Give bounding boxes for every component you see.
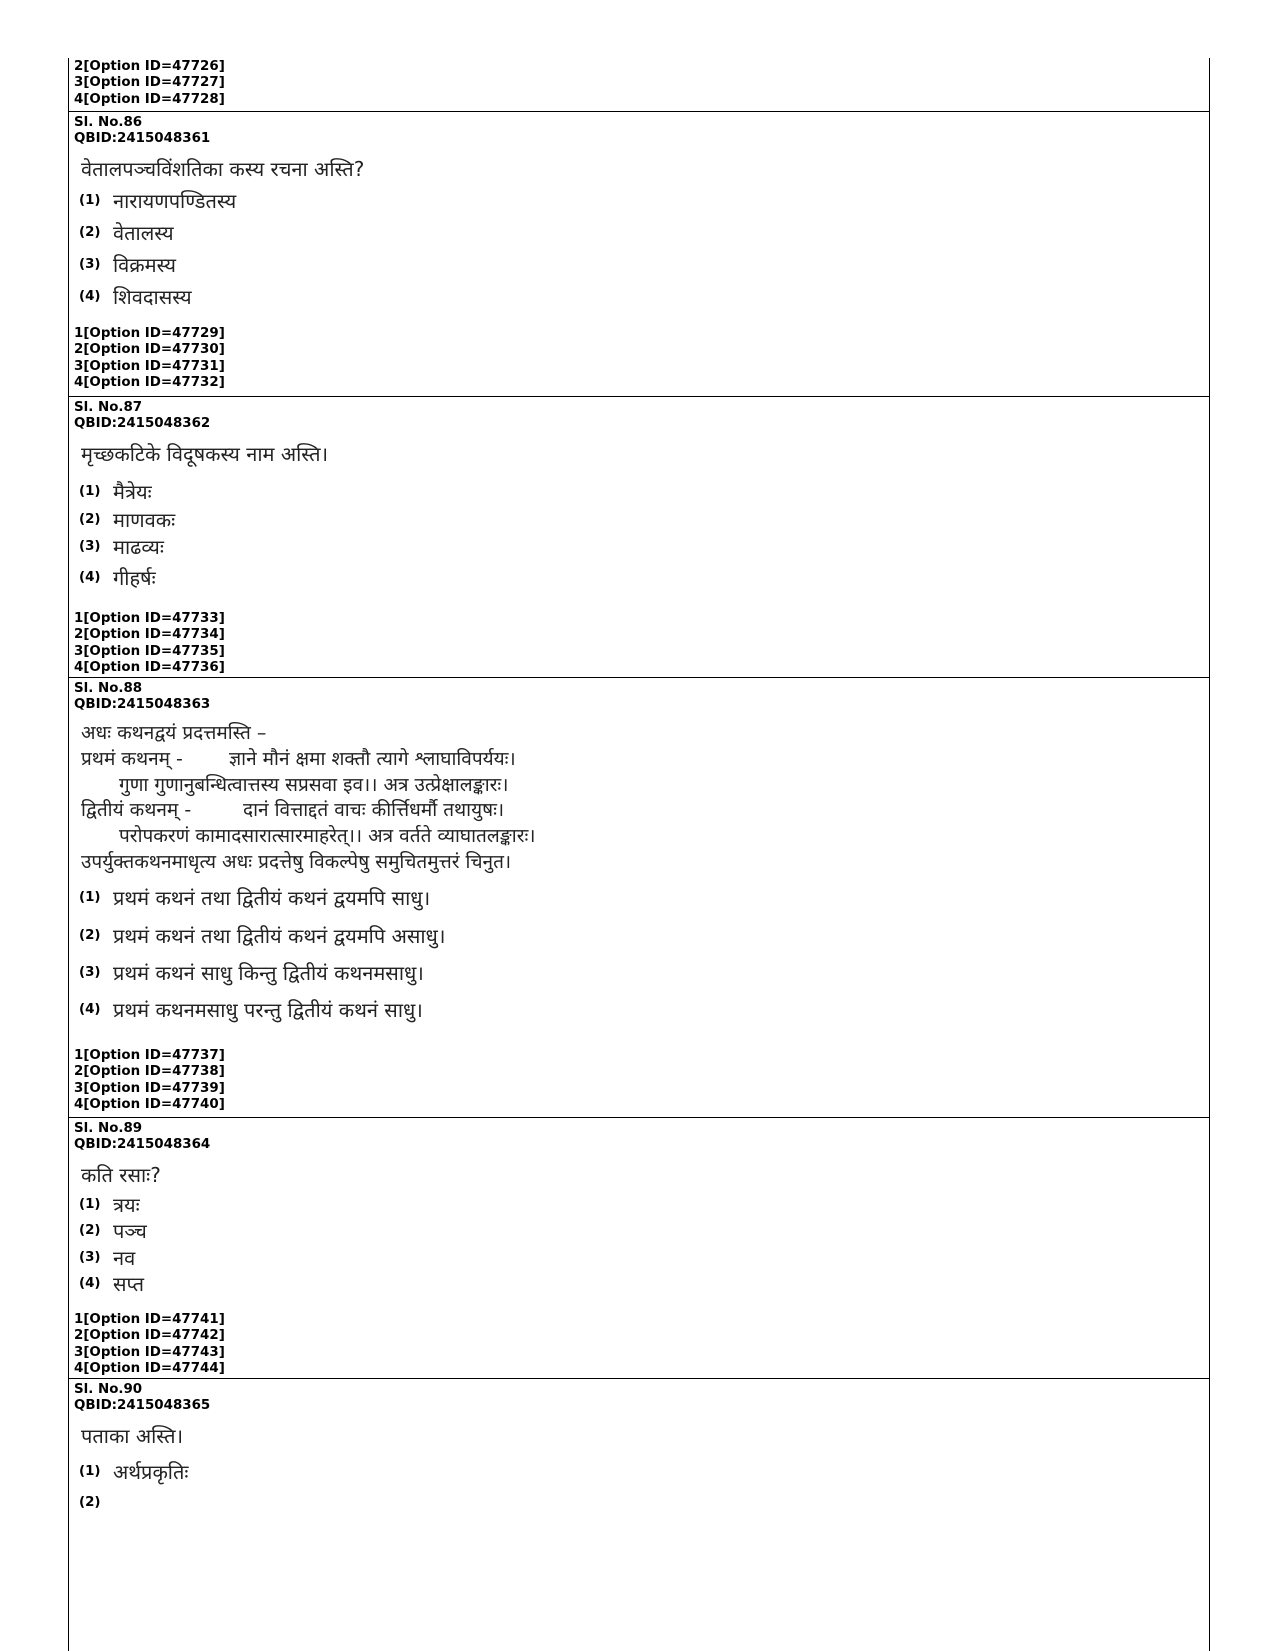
option-id-list	[69, 611, 225, 677]
option-1	[79, 1191, 140, 1218]
option-id: 2[Option ID=47742]	[74, 1328, 225, 1344]
option-4	[79, 1270, 144, 1297]
question-text: कति रसाः?	[81, 1163, 161, 1187]
qbid: QBID:2415048364	[74, 1137, 211, 1153]
statement-1-label: प्रथमं कथनम् -	[81, 748, 183, 770]
option-number: (1)	[79, 1464, 101, 1479]
option-id: 2[Option ID=47738]	[74, 1064, 225, 1080]
serial-number: Sl. No.86	[74, 115, 143, 130]
option-id-list	[69, 1312, 225, 1378]
qbid: QBID:2415048361	[74, 131, 211, 147]
option-id: 4[Option ID=47744]	[74, 1361, 225, 1377]
option-text: सप्त	[113, 1272, 145, 1296]
divider	[69, 111, 1209, 112]
question-text: पताका अस्ति।	[81, 1424, 184, 1448]
serial-number: Sl. No.87	[74, 400, 143, 415]
statement-2-line-2: परोपकरणं कामादसारात्सारमाहरेत्।। अत्र वर्तते व्याघातलङ्कारः।	[119, 825, 536, 847]
option-number: (3)	[79, 1250, 101, 1265]
option-1	[79, 1458, 188, 1485]
option-id: 4[Option ID=47736]	[74, 660, 225, 676]
option-text: प्रथमं कथनं साधु किन्तु द्वितीयं कथनमसाधु।	[113, 961, 424, 985]
option-id: 4[Option ID=47728]	[74, 91, 225, 107]
question-block-88	[69, 681, 1209, 1117]
option-number: (2)	[79, 512, 101, 527]
question-text: मृच्छकटिके विदूषकस्य नाम अस्ति।	[81, 442, 329, 466]
option-id: 2[Option ID=47726]	[74, 59, 225, 74]
option-id: 4[Option ID=47732]	[74, 375, 225, 391]
option-number: (2)	[79, 1223, 101, 1238]
option-3	[79, 533, 164, 560]
option-text: अर्थप्रकृतिः	[113, 1460, 189, 1484]
option-id-list	[69, 1048, 225, 1114]
option-number: (1)	[79, 1197, 101, 1212]
option-id: 4[Option ID=47740]	[74, 1097, 225, 1113]
divider	[69, 1378, 1209, 1379]
option-2	[79, 1490, 113, 1514]
option-text: गीहर्षः	[113, 566, 156, 590]
question-prompt: उपर्युक्तकथनमाधृत्य अधः प्रदत्तेषु विकल्पेषु समुचितमुत्तरं चिनुत।	[81, 851, 512, 873]
option-id: 1[Option ID=47729]	[74, 326, 225, 341]
option-2	[79, 1217, 147, 1244]
option-number: (3)	[79, 257, 101, 272]
statement-1-line-2: गुणा गुणानुबन्धित्वात्तस्य सप्रसवा इव।। अत्र उत्प्रेक्षालङ्कारः।	[119, 774, 509, 796]
option-text: प्रथमं कथनमसाधु परन्तु द्वितीयं कथनं साधु।	[113, 998, 423, 1022]
option-id: 3[Option ID=47743]	[74, 1344, 225, 1360]
option-id: 3[Option ID=47739]	[74, 1080, 225, 1096]
option-2	[79, 506, 175, 533]
option-number: (3)	[79, 539, 101, 554]
option-id: 3[Option ID=47731]	[74, 358, 225, 374]
option-text: माणवकः	[113, 508, 176, 532]
option-number: (2)	[79, 225, 101, 240]
statement-1-line-1: ज्ञाने मौनं क्षमा शक्तौ त्यागे श्लाघाविपर्ययः।	[229, 748, 516, 770]
option-2	[79, 219, 174, 246]
option-id: 2[Option ID=47730]	[74, 342, 225, 358]
option-number: (4)	[79, 1276, 101, 1291]
option-1	[79, 478, 152, 505]
question-intro: अधः कथनद्वयं प्रदत्तमस्ति –	[81, 722, 267, 744]
question-block-87	[69, 400, 1209, 680]
divider	[69, 1117, 1209, 1118]
option-text: माढव्यः	[113, 535, 164, 559]
option-4	[79, 564, 156, 591]
option-number: (1)	[79, 484, 101, 499]
qbid: QBID:2415048365	[74, 1398, 211, 1414]
question-block-86	[69, 115, 1209, 397]
option-text: प्रथमं कथनं तथा द्वितीयं कथनं द्वयमपि असाधु।	[113, 924, 446, 948]
option-text: नारायणपण्डितस्य	[113, 189, 237, 213]
option-id: 3[Option ID=47735]	[74, 643, 225, 659]
option-text: नव	[113, 1246, 136, 1270]
serial-number: Sl. No.88	[74, 681, 143, 696]
option-text: विक्रमस्य	[113, 253, 176, 277]
option-3	[79, 959, 424, 986]
option-id: 3[Option ID=47727]	[74, 75, 225, 91]
qbid: QBID:2415048363	[74, 697, 211, 713]
option-3	[79, 251, 176, 278]
option-id: 1[Option ID=47741]	[74, 1312, 225, 1327]
option-text: त्रयः	[113, 1193, 140, 1217]
option-4	[79, 996, 423, 1023]
divider	[69, 677, 1209, 678]
question-text: वेतालपञ्चविंशतिका कस्य रचना अस्ति?	[81, 157, 365, 181]
option-1	[79, 884, 430, 911]
option-number: (1)	[79, 890, 101, 905]
serial-number: Sl. No.89	[74, 1121, 143, 1136]
divider	[69, 396, 1209, 397]
option-number: (2)	[79, 1494, 101, 1510]
option-2	[79, 922, 445, 949]
question-block-89	[69, 1121, 1209, 1379]
option-id-list	[69, 326, 225, 392]
option-id: 2[Option ID=47734]	[74, 627, 225, 643]
question-paper-frame	[68, 58, 1210, 1651]
option-text: वेतालस्य	[113, 221, 174, 245]
option-text: शिवदासस्य	[113, 285, 192, 309]
option-text: मैत्रेयः	[113, 480, 152, 504]
qbid: QBID:2415048362	[74, 416, 211, 432]
option-number: (3)	[79, 965, 101, 980]
option-id-list	[69, 59, 1209, 108]
option-number: (2)	[79, 928, 101, 943]
option-4	[79, 283, 192, 310]
option-number: (4)	[79, 1002, 101, 1017]
option-number: (1)	[79, 193, 101, 208]
option-id: 1[Option ID=47737]	[74, 1048, 225, 1063]
statement-2-line-1: दानं वित्ताद्दतं वाचः कीर्त्तिधर्मौ तथायुषः।	[243, 799, 505, 821]
option-1	[79, 187, 236, 214]
option-number: (4)	[79, 570, 101, 585]
option-text: पञ्च	[113, 1219, 147, 1243]
option-text: प्रथमं कथनं तथा द्वितीयं कथनं द्वयमपि साधु।	[113, 886, 431, 910]
option-id: 1[Option ID=47733]	[74, 611, 225, 626]
option-number: (4)	[79, 289, 101, 304]
option-3	[79, 1244, 135, 1271]
statement-2-label: द्वितीयं कथनम् -	[81, 799, 192, 821]
question-block-90	[69, 1382, 1209, 1582]
serial-number: Sl. No.90	[74, 1382, 143, 1397]
